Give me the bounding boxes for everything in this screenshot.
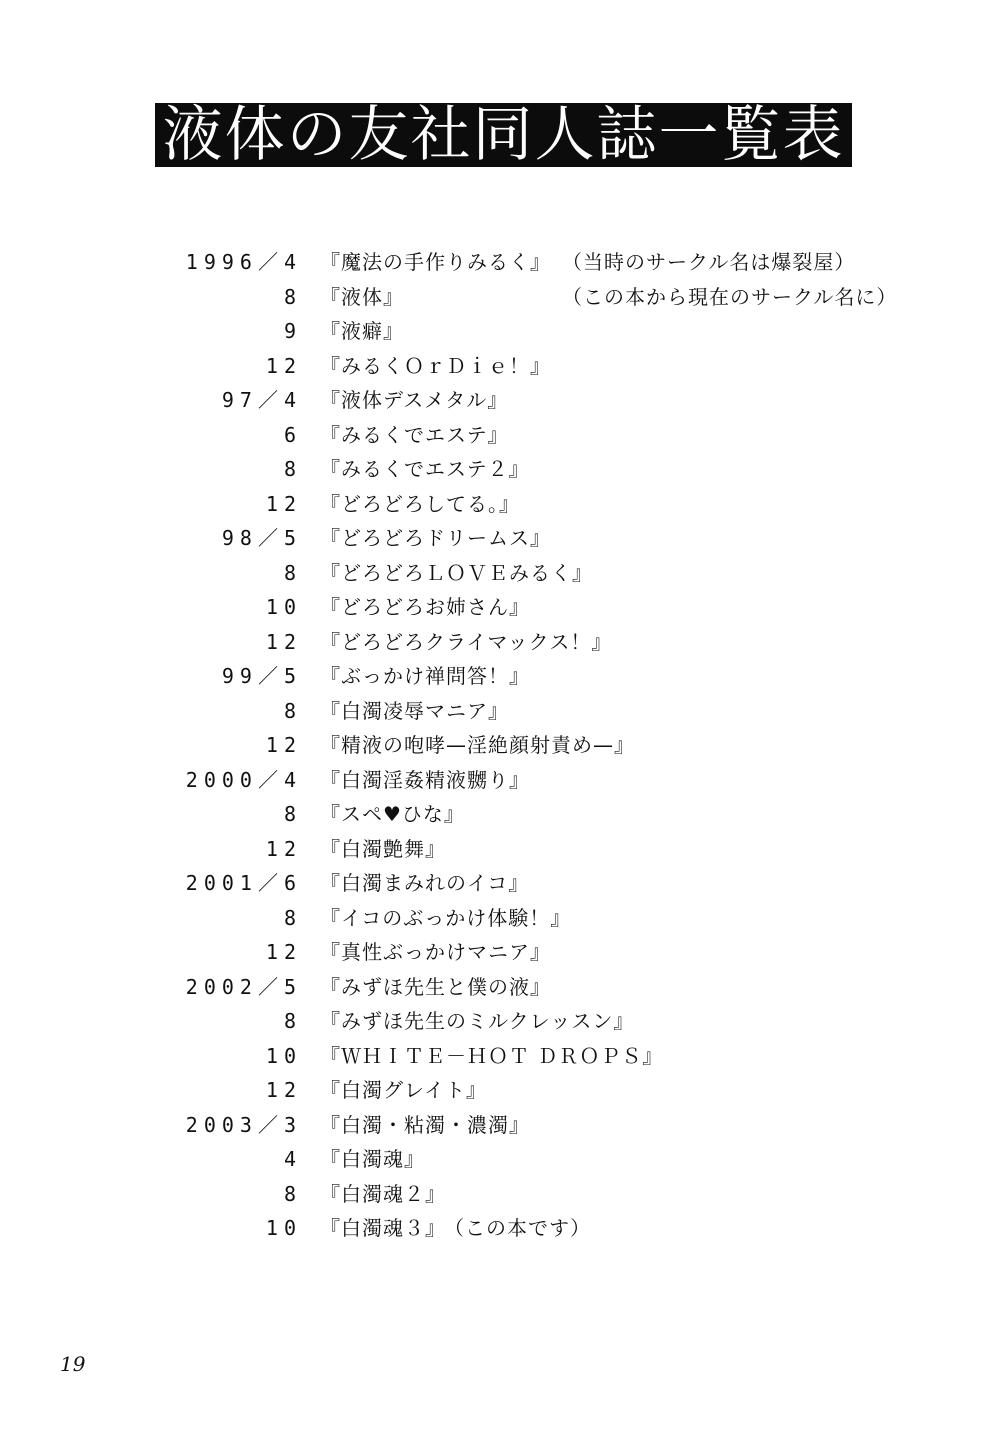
issue-date: 6	[283, 422, 302, 447]
book-title: 『ＷＨＩＴＥ－ＨＯＴ ＤＲＯＰＳ』	[320, 1043, 664, 1068]
list-item	[0, 1039, 1000, 1074]
book-title: 『どろどろしてる。』	[320, 491, 520, 516]
list-item	[0, 349, 1000, 384]
issue-date: 12	[265, 940, 302, 964]
issue-date: 10	[265, 595, 302, 619]
issue-date: 12	[265, 733, 302, 757]
list-item	[0, 383, 1000, 418]
list-item	[0, 832, 1000, 867]
list-item	[0, 866, 1000, 901]
book-title: 『スペ♥ひな』	[320, 802, 465, 826]
list-item	[0, 763, 1000, 798]
list-item	[0, 418, 1000, 453]
list-item	[0, 797, 1000, 832]
issue-date: 2001／6	[185, 871, 302, 895]
list-item	[0, 1211, 1000, 1246]
issue-date: 8	[283, 802, 302, 826]
page-title: 液体の友社同人誌一覧表	[155, 103, 852, 167]
book-title: 『どろどろドリームス』	[320, 526, 551, 550]
list-item	[0, 970, 1000, 1005]
issue-date: 8	[283, 905, 302, 930]
list-item	[0, 935, 1000, 970]
book-note: （この本から現在のサークル名に）	[562, 284, 898, 309]
list-item	[0, 314, 1000, 349]
book-title: 『どろどろお姉さん』	[320, 595, 530, 619]
list-item	[0, 556, 1000, 591]
issue-date: 10	[265, 1043, 302, 1068]
list-item	[0, 728, 1000, 763]
issue-date: 97／4	[221, 388, 302, 412]
list-item	[0, 659, 1000, 694]
book-title: 『みるくＯｒＤｉｅ！』	[320, 353, 551, 378]
issue-date: 12	[265, 1078, 302, 1102]
list-item	[0, 1142, 1000, 1177]
issue-date: 8	[283, 1009, 302, 1033]
list-item	[0, 625, 1000, 660]
list-item	[0, 1004, 1000, 1039]
book-title: 『白濁艶舞』	[320, 836, 446, 861]
list-item	[0, 590, 1000, 625]
issue-date: 2002／5	[185, 974, 302, 999]
book-title: 『白濁魂』	[320, 1147, 425, 1171]
list-item	[0, 1177, 1000, 1212]
page-number: 19	[60, 1352, 86, 1376]
book-title: 『白濁凌辱マニア』	[320, 698, 509, 723]
book-title: 『液癖』	[320, 319, 404, 343]
book-title-text: 『白濁魂３』	[320, 1216, 446, 1240]
book-note: （当時のサークル名は爆裂屋）	[562, 250, 856, 274]
issue-date: 8	[283, 698, 302, 723]
issue-date: 4	[283, 1147, 302, 1171]
list-item	[0, 901, 1000, 936]
book-title: 『真性ぶっかけマニア』	[320, 940, 551, 964]
list-item	[0, 452, 1000, 487]
issue-date: 12	[265, 836, 302, 861]
book-title: 『みるくでエステ』	[320, 422, 509, 447]
issue-date: 9	[283, 319, 302, 343]
issue-date: 10	[265, 1216, 302, 1240]
book-title: 『ぶっかけ禅問答！』	[320, 664, 530, 688]
book-title: 『魔法の手作りみるく』	[320, 250, 551, 274]
list-item	[0, 280, 1000, 315]
issue-date: 8	[283, 284, 302, 309]
book-title: 『イコのぶっかけ体験！』	[320, 905, 572, 930]
book-title: 『どろどろＬＯＶＥみるく』	[320, 560, 593, 585]
issue-date: 98／5	[221, 526, 302, 550]
book-title: 『白濁魂２』	[320, 1181, 446, 1206]
book-title: 『精液の咆哮—淫絶顔射責め—』	[320, 733, 635, 757]
issue-date: 12	[265, 353, 302, 378]
book-title: 『白濁淫姦精液嬲り』	[320, 767, 530, 792]
publication-list	[0, 245, 1000, 1246]
book-title: 『液体』	[320, 284, 404, 309]
book-note: （この本です）	[454, 1216, 591, 1240]
book-title	[320, 1211, 591, 1246]
issue-date: 8	[283, 1181, 302, 1206]
book-title: 『みずほ先生のミルクレッスン』	[320, 1009, 635, 1033]
list-item	[0, 694, 1000, 729]
book-title: 『白濁まみれのイコ』	[320, 871, 530, 895]
issue-date: 1996／4	[185, 250, 302, 274]
list-item	[0, 487, 1000, 522]
list-item	[0, 1073, 1000, 1108]
issue-date: 2000／4	[185, 767, 302, 792]
list-item	[0, 245, 1000, 280]
issue-date: 8	[283, 560, 302, 585]
book-title: 『みるくでエステ２』	[320, 457, 530, 481]
book-title: 『みずほ先生と僕の液』	[320, 974, 551, 999]
issue-date: 2003／3	[185, 1112, 302, 1137]
book-title: 『白濁グレイト』	[320, 1078, 487, 1102]
book-title: 『液体デスメタル』	[320, 388, 509, 412]
issue-date: 99／5	[221, 664, 302, 688]
book-title: 『どろどろクライマックス！』	[320, 629, 613, 654]
book-title: 『白濁・粘濁・濃濁』	[320, 1112, 530, 1137]
list-item	[0, 521, 1000, 556]
issue-date: 12	[265, 491, 302, 516]
issue-date: 12	[265, 629, 302, 654]
issue-date: 8	[283, 457, 302, 481]
list-item	[0, 1108, 1000, 1143]
